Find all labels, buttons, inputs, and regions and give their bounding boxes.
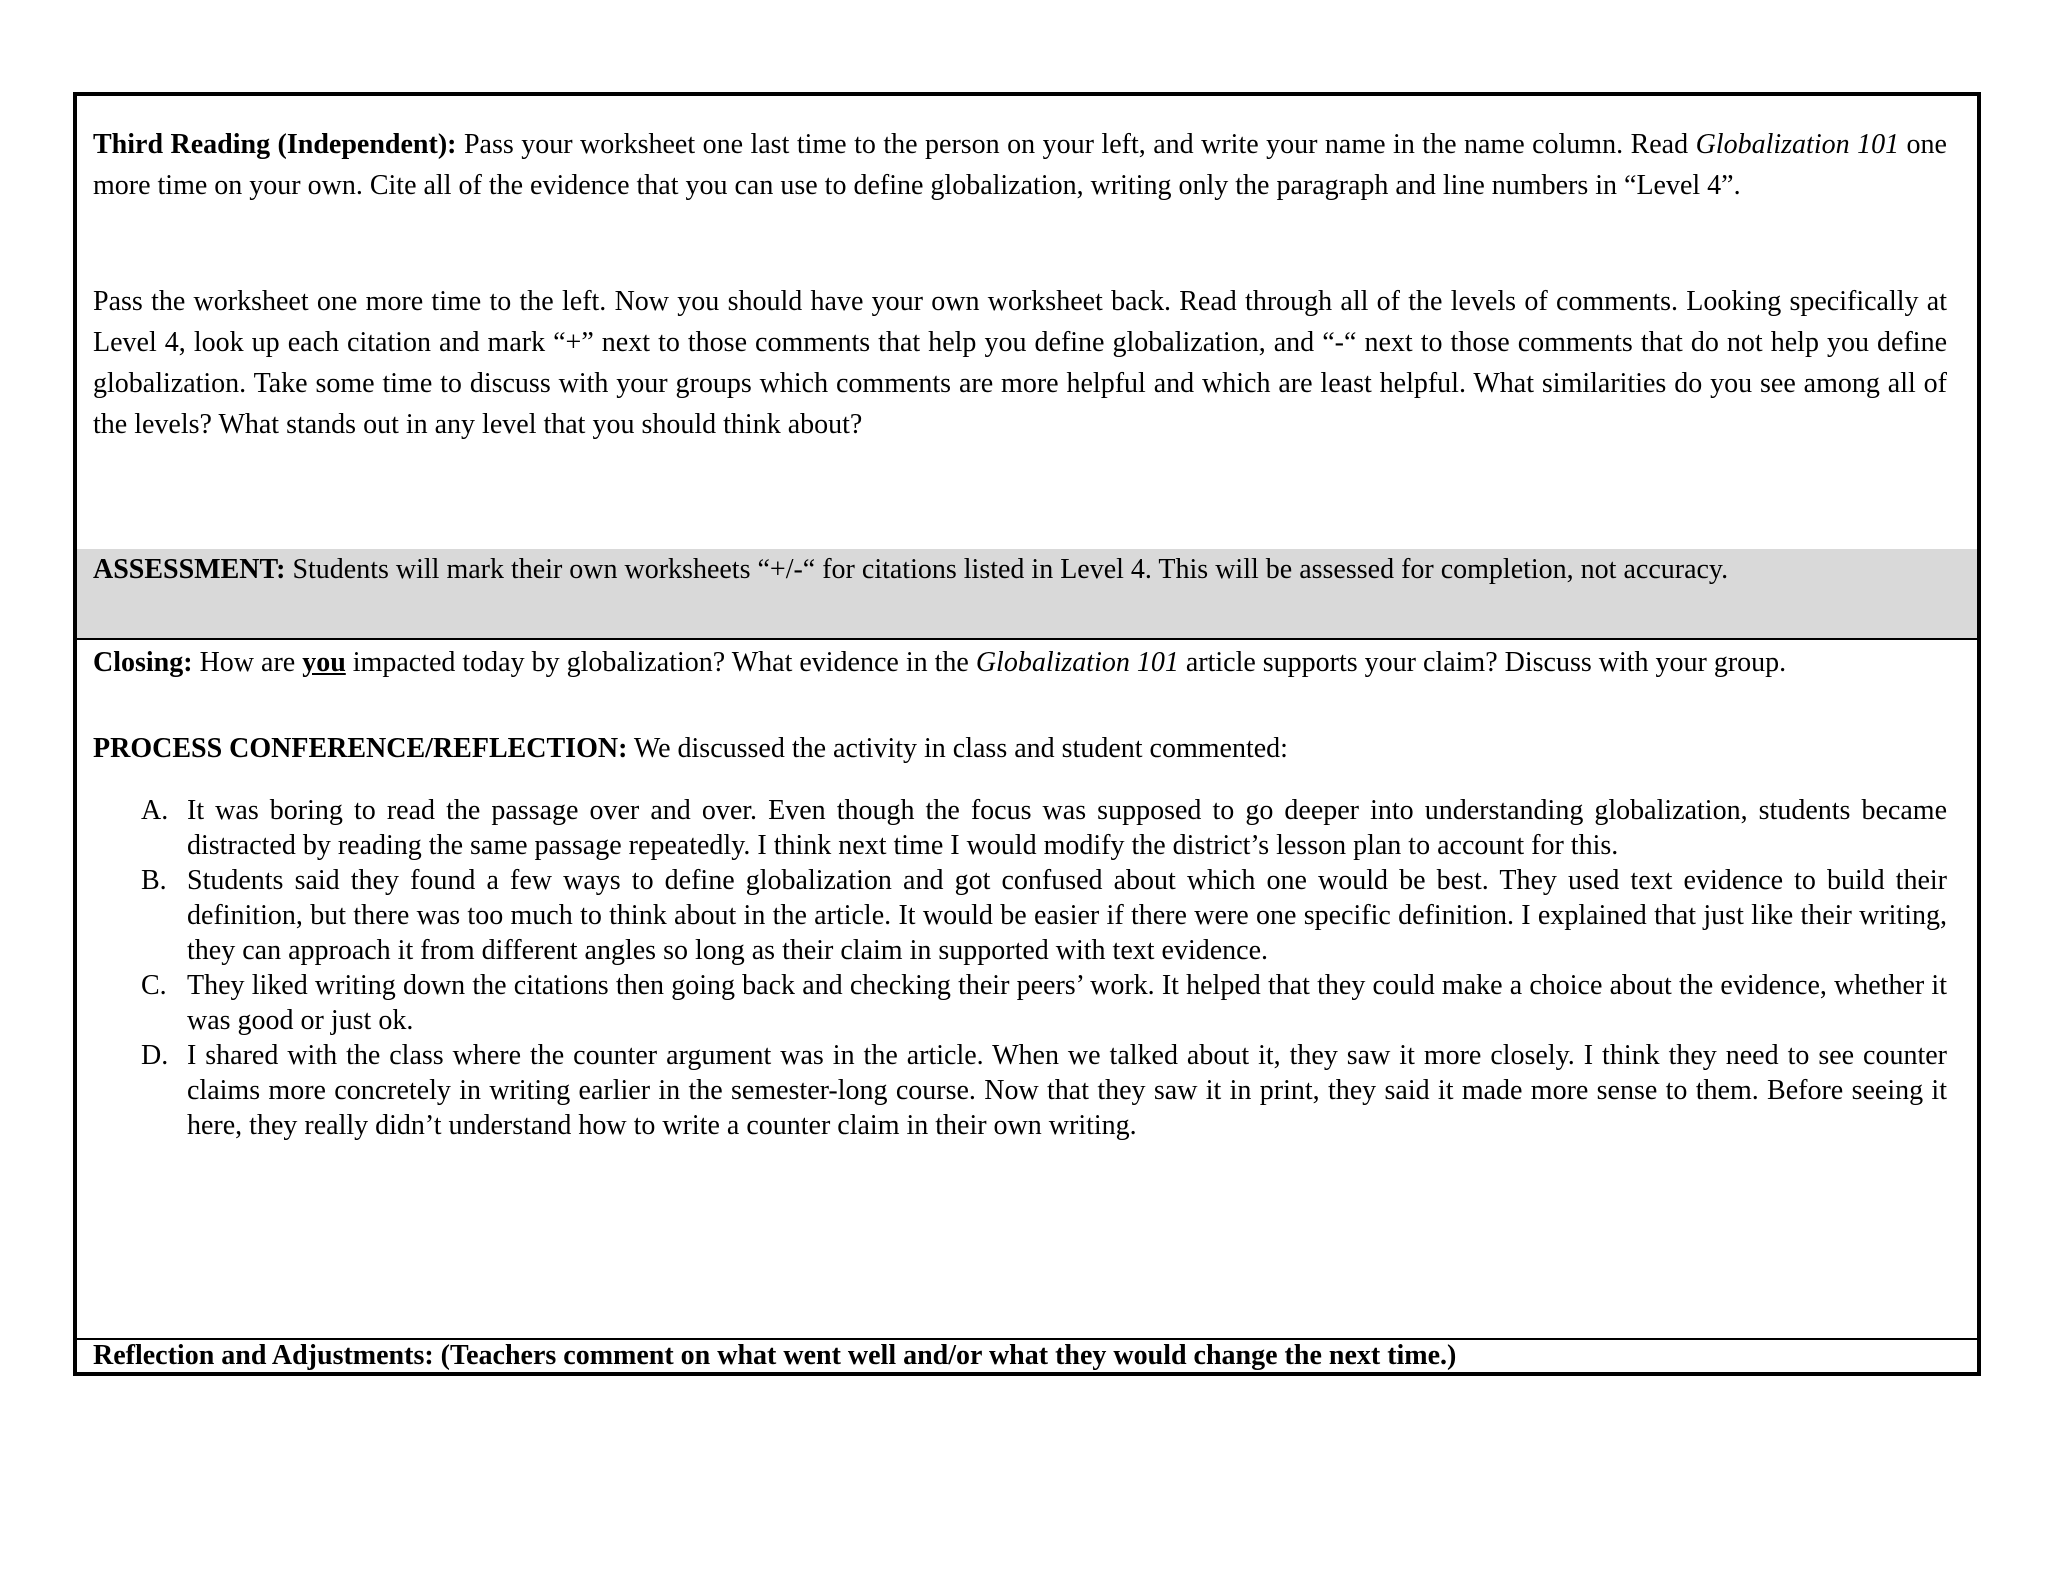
list-item: [93, 968, 1947, 1038]
closing-label: Closing:: [93, 647, 193, 678]
third-reading-paragraph: [93, 124, 1947, 206]
closing-article-title: Globalization 101: [975, 647, 1179, 678]
reflection-heading: Reflection and Adjustments: (Teachers comment on what went well and/or what they would change the next time.): [93, 1340, 1457, 1371]
reflection-section: [77, 1338, 1977, 1372]
assessment-section: [77, 549, 1977, 640]
process-text: We discussed the activity in class and student commented:: [627, 733, 1288, 764]
lesson-plan-table: [73, 92, 1981, 1376]
list-marker: C.: [141, 970, 167, 1001]
closing-paragraph: [93, 642, 1947, 683]
third-reading-label: Third Reading (Independent):: [93, 129, 457, 160]
list-marker: B.: [141, 865, 167, 896]
closing-text-a: How are: [192, 647, 303, 678]
process-label: PROCESS CONFERENCE/REFLECTION:: [93, 733, 628, 764]
process-paragraph: [93, 728, 1947, 769]
list-marker: D.: [141, 1040, 169, 1071]
assessment-label: ASSESSMENT:: [93, 554, 286, 585]
closing-text-c: article supports your claim? Discuss with your group.: [1178, 647, 1787, 678]
list-item-text: They liked writing down the citations then going back and checking their peers’ work. It helped that they could make a choice about the evidence, whether it was good or just ok.: [187, 970, 1947, 1036]
list-item-text: It was boring to read the passage over and over. Even though the focus was supposed to go deeper into understanding globalization, students became distracted by reading the same passage repeatedly. I think next time I would modify the district’s lesson plan to account for this.: [187, 795, 1947, 861]
student-comments-list: [93, 793, 1947, 1143]
closing-emphasis: you: [302, 647, 346, 678]
list-item: [93, 863, 1947, 968]
third-reading-section: [77, 124, 1977, 544]
list-item-text: Students said they found a few ways to define globalization and got confused about which one would be best. They used text evidence to build their definition, but there was too much to think about in the article. It would be easier if there were one specific definition. I explained that just like their writing, they can approach it from different angles so long as their claim in supported with text evidence.: [187, 865, 1947, 966]
list-item: [93, 1038, 1947, 1143]
list-item: [93, 793, 1947, 863]
closing-section: [77, 642, 1977, 1326]
assessment-paragraph: [93, 549, 1947, 590]
assessment-text: Students will mark their own worksheets “+/-“ for citations listed in Level 4. This will be assessed for completion, not accuracy.: [285, 554, 1729, 585]
third-reading-text-a: Pass your worksheet one last time to the person on your left, and write your name in the name column. Read: [456, 129, 1696, 160]
third-reading-article-title: Globalization 101: [1695, 129, 1900, 160]
list-item-text: I shared with the class where the counter argument was in the article. When we talked about it, they saw it more closely. I think they need to see counter claims more concretely in writing earlier in the semester-long course. Now that they saw it in print, they said it made more sense to them. Before seeing it here, they really didn’t understand how to write a counter claim in their own writing.: [187, 1040, 1947, 1141]
pass-worksheet-paragraph: Pass the worksheet one more time to the left. Now you should have your own worksheet back. Read through all of the levels of comments. Looking specifically at Level 4, look up each citation and mark “+” next to those comments that help you define globalization, and “-“ next to those comments that do not help you define globalization. Take some time to discuss with your groups which comments are more helpful and which are least helpful. What similarities do you see among all of the levels? What stands out in any level that you should think about?: [93, 286, 1947, 440]
third-reading-text-b: one more time on your own. Cite all of the evidence that you can use to define globalization, writing only the paragraph and line numbers in “Level 4”.: [93, 129, 1947, 201]
closing-text-b: impacted today by globalization? What evidence in the: [345, 647, 976, 678]
list-marker: A.: [141, 795, 169, 826]
